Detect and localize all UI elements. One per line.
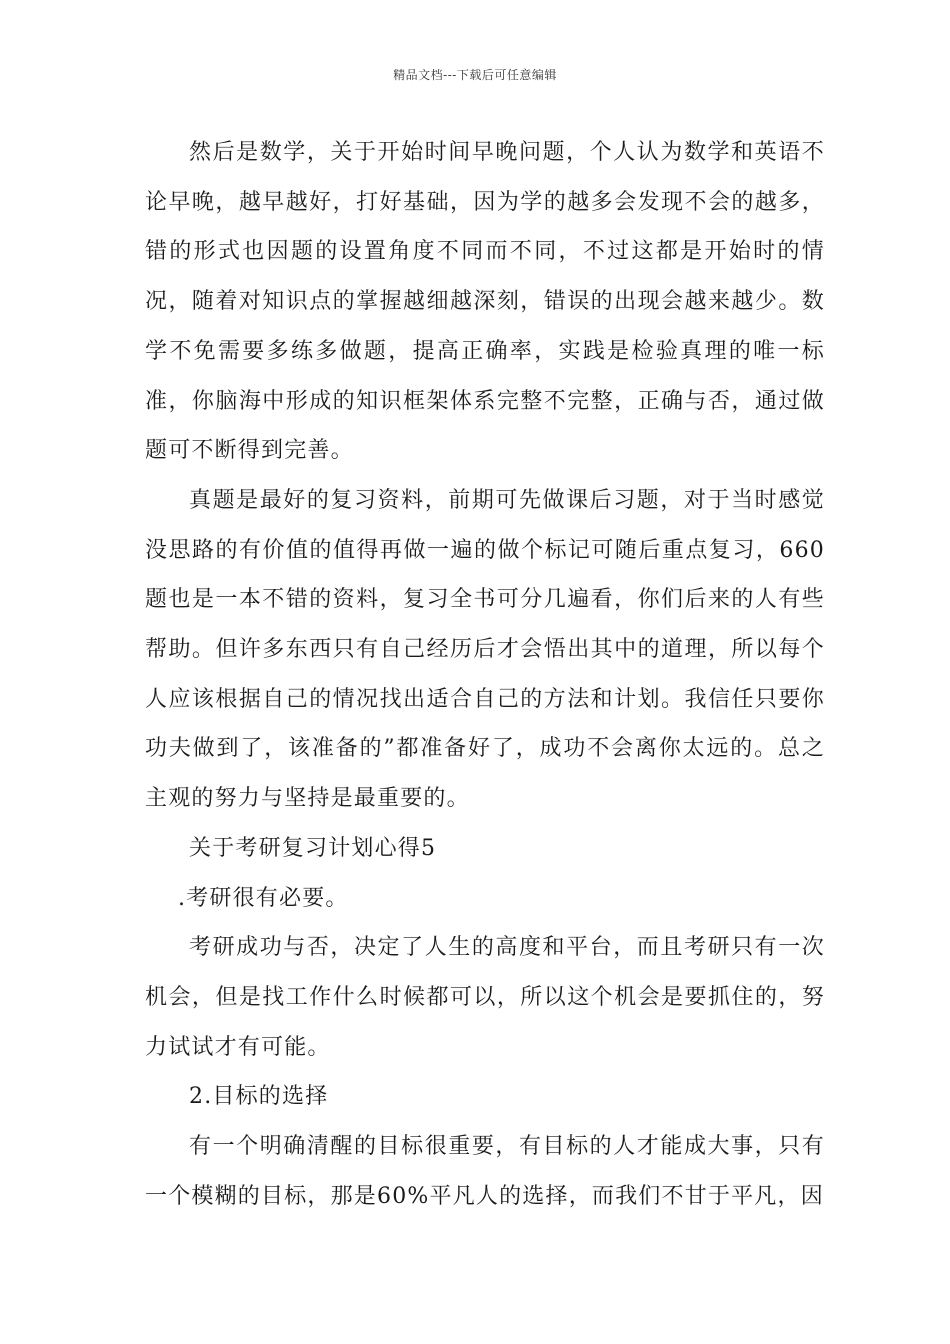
paragraph-necessity: 考研成功与否，决定了人生的高度和平台，而且考研只有一次机会，但是找工作什么时候都可以，所以这个机会是要抓住的，努力试试才有可能。 [145, 935, 825, 1060]
list-item-necessity: .考研很有必要。 [178, 885, 349, 911]
paragraph-goal: 有一个明确清醒的目标很重要，有目标的人才能成大事，只有一个模糊的目标，那是60%平凡人的选择，而我们不甘于平凡，因 [145, 1134, 825, 1209]
list-item-goal: 2.目标的选择 [189, 1084, 329, 1110]
document-body [145, 128, 825, 1221]
paragraph-past-papers: 真题是最好的复习资料，前期可先做课后习题，对于当时感觉没思路的有价值的值得再做一遍的做个标记可随后重点复习，660题也是一本不错的资料，复习全书可分几遍看，你们后来的人有些帮助。但许多东西只有自己经历后才会悟出其中的道理，所以每个人应该根据自己的情况找出适合自己的方法和计划。我信任只要你功夫做到了，该准备的”都准备好了，成功不会离你太远的。总之主观的努力与坚持是最重要的。 [145, 487, 825, 812]
paragraph-math: 然后是数学，关于开始时间早晚问题，个人认为数学和英语不论早晚，越早越好，打好基础，因为学的越多会发现不会的越多，错的形式也因题的设置角度不同而不同，不过这都是开始时的情况，随着对知识点的掌握越细越深刻，错误的出现会越来越少。数学不免需要多练多做题，提高正确率，实践是检验真理的唯一标准，你脑海中形成的知识框架体系完整不完整，正确与否，通过做题可不断得到完善。 [145, 140, 825, 464]
page-header: 精品文档---下载后可任意编辑 [393, 68, 557, 82]
section-heading: 关于考研复习计划心得5 [189, 835, 437, 861]
